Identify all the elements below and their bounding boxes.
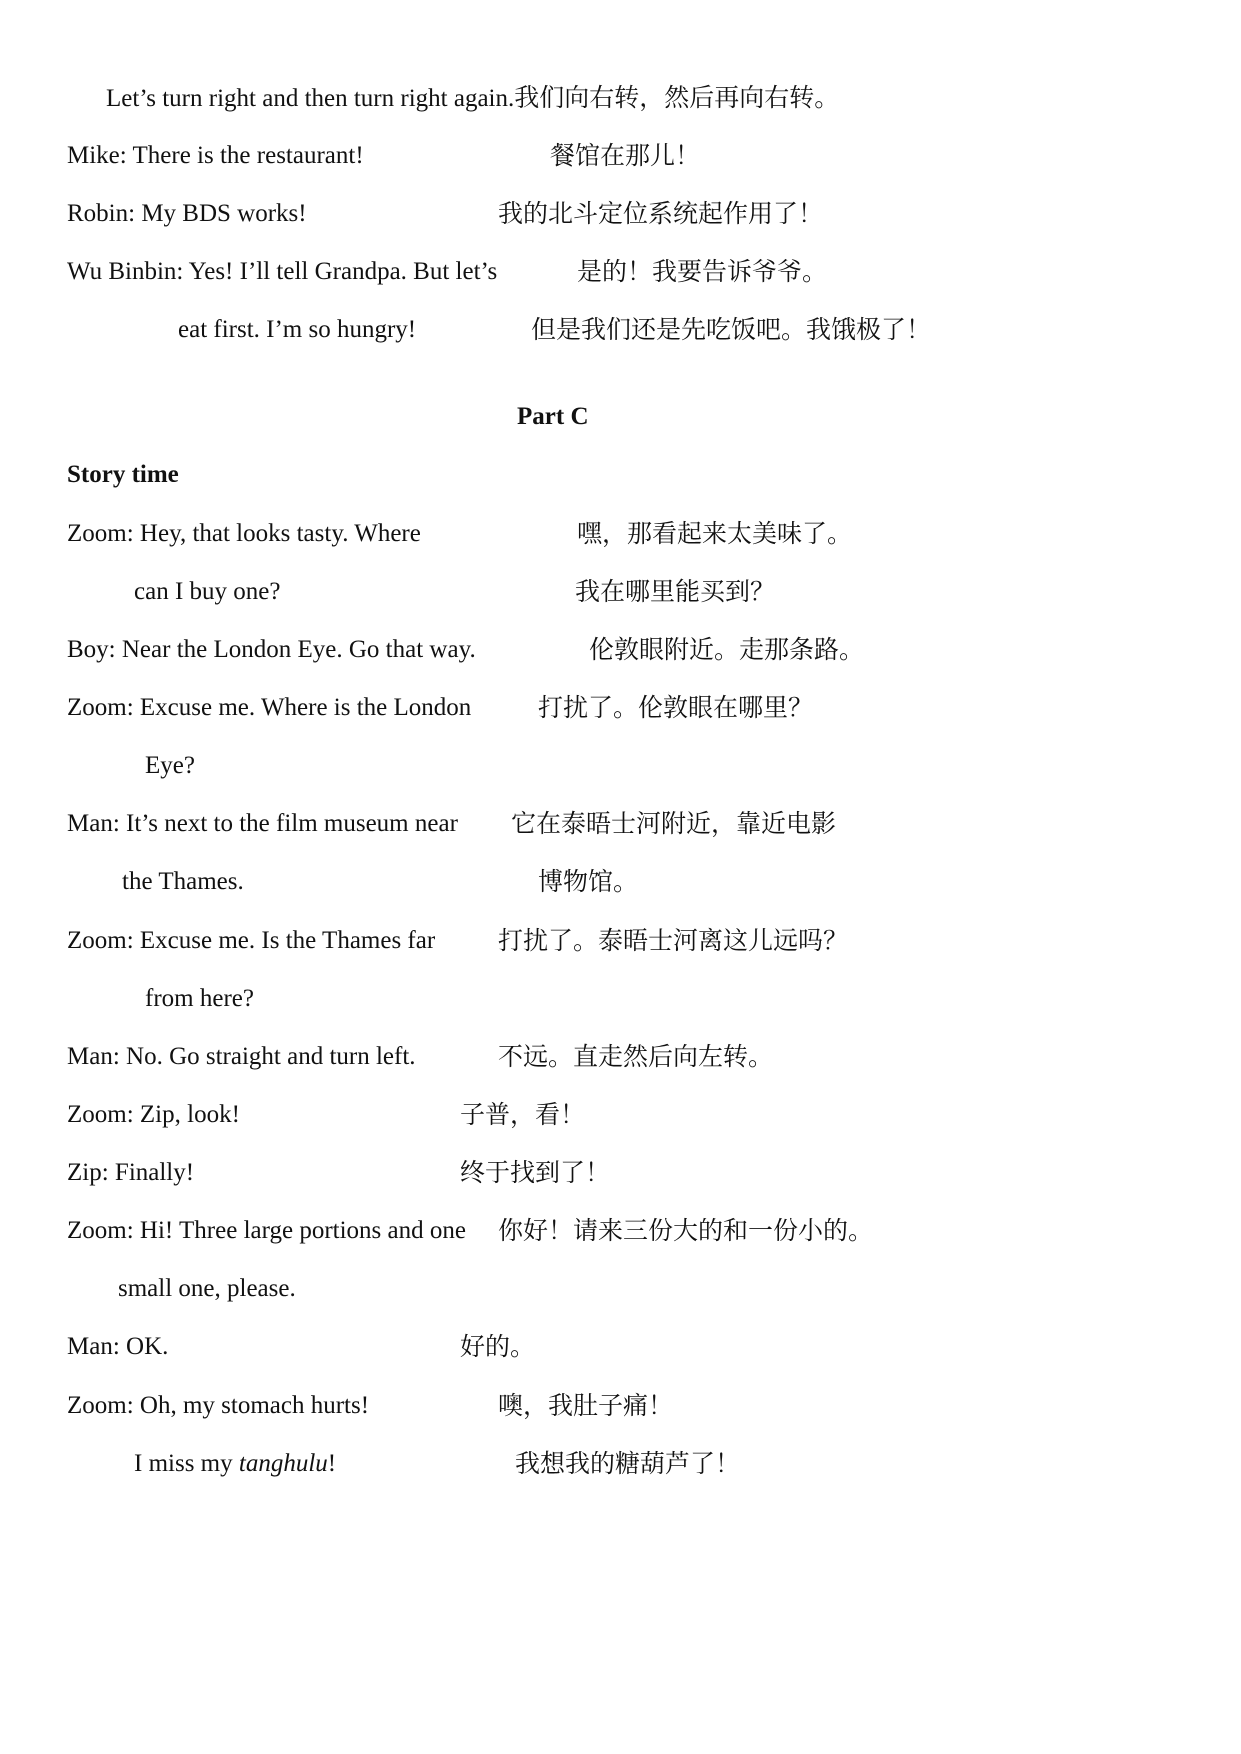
dialogue-zh: 但是我们还是先吃饭吧。我饿极了！	[531, 315, 932, 344]
last-en-before: I miss my	[134, 1450, 239, 1477]
dialogue-zh: 子普，看！	[460, 1100, 586, 1129]
dialogue-zh: 我在哪里能买到？	[575, 577, 776, 606]
dialogue-en: Zip: Finally!	[67, 1159, 195, 1186]
dialogue-en: eat first. I’m so hungry!	[178, 316, 417, 343]
dialogue-zh: 嘿，那看起来太美味了。	[577, 519, 853, 548]
dialogue-zh: 我想我的糖葫芦了！	[515, 1449, 741, 1478]
dialogue-en-last	[134, 1448, 336, 1480]
dialogue-zh: 它在泰晤士河附近，靠近电影	[511, 809, 837, 838]
dialogue-en: Zoom: Hey, that looks tasty. Where	[67, 520, 421, 547]
dialogue-en: Wu Binbin: Yes! I’ll tell Grandpa. But let’s	[67, 258, 498, 285]
dialogue-zh: 你好！请来三份大的和一份小的。	[498, 1216, 874, 1245]
story-time-heading: Story time	[67, 461, 179, 488]
dialogue-en: Zoom: Oh, my stomach hurts!	[67, 1392, 370, 1419]
dialogue-en: can I buy one?	[134, 578, 281, 605]
dialogue-en: Boy: Near the London Eye. Go that way.	[67, 636, 476, 663]
dialogue-en: small one, please.	[118, 1275, 296, 1302]
dialogue-en: Robin: My BDS works!	[67, 200, 307, 227]
dialogue-en: Zoom: Excuse me. Is the Thames far	[67, 927, 436, 954]
dialogue-en: Man: No. Go straight and turn left.	[67, 1043, 416, 1070]
dialogue-en: Eye?	[145, 752, 195, 779]
dialogue-en: Mike: There is the restaurant!	[67, 142, 364, 169]
dialogue-en: Zoom: Hi! Three large portions and one	[67, 1217, 466, 1244]
dialogue-zh: 好的。	[460, 1332, 536, 1361]
dialogue-en: Man: It’s next to the film museum near	[67, 810, 458, 837]
tanghulu-word: tanghulu	[238, 1450, 328, 1477]
intro-zh: 我们向右转，然后再向右转。	[514, 83, 840, 112]
part-c-heading: Part C	[517, 403, 589, 430]
dialogue-zh: 伦敦眼附近。走那条路。	[589, 635, 865, 664]
intro-line	[106, 82, 839, 115]
dialogue-zh: 噢，我肚子痛！	[498, 1391, 674, 1420]
dialogue-en: the Thames.	[122, 868, 244, 895]
dialogue-zh: 打扰了。泰晤士河离这儿远吗？	[498, 926, 849, 955]
dialogue-zh: 餐馆在那儿！	[550, 141, 701, 170]
dialogue-zh: 是的！我要告诉爷爷。	[577, 257, 828, 286]
intro-en: Let’s turn right and then turn right again.	[106, 85, 515, 112]
dialogue-zh: 我的北斗定位系统起作用了！	[498, 199, 824, 228]
last-en-after: !	[327, 1450, 337, 1477]
dialogue-en: Zoom: Excuse me. Where is the London	[67, 694, 472, 721]
dialogue-en: from here?	[145, 985, 254, 1012]
dialogue-zh: 打扰了。伦敦眼在哪里？	[538, 693, 814, 722]
dialogue-en: Man: OK.	[67, 1333, 169, 1360]
dialogue-zh: 终于找到了！	[460, 1158, 611, 1187]
dialogue-zh: 不远。直走然后向左转。	[498, 1042, 774, 1071]
dialogue-en: Zoom: Zip, look!	[67, 1101, 240, 1128]
dialogue-zh: 博物馆。	[538, 867, 639, 896]
